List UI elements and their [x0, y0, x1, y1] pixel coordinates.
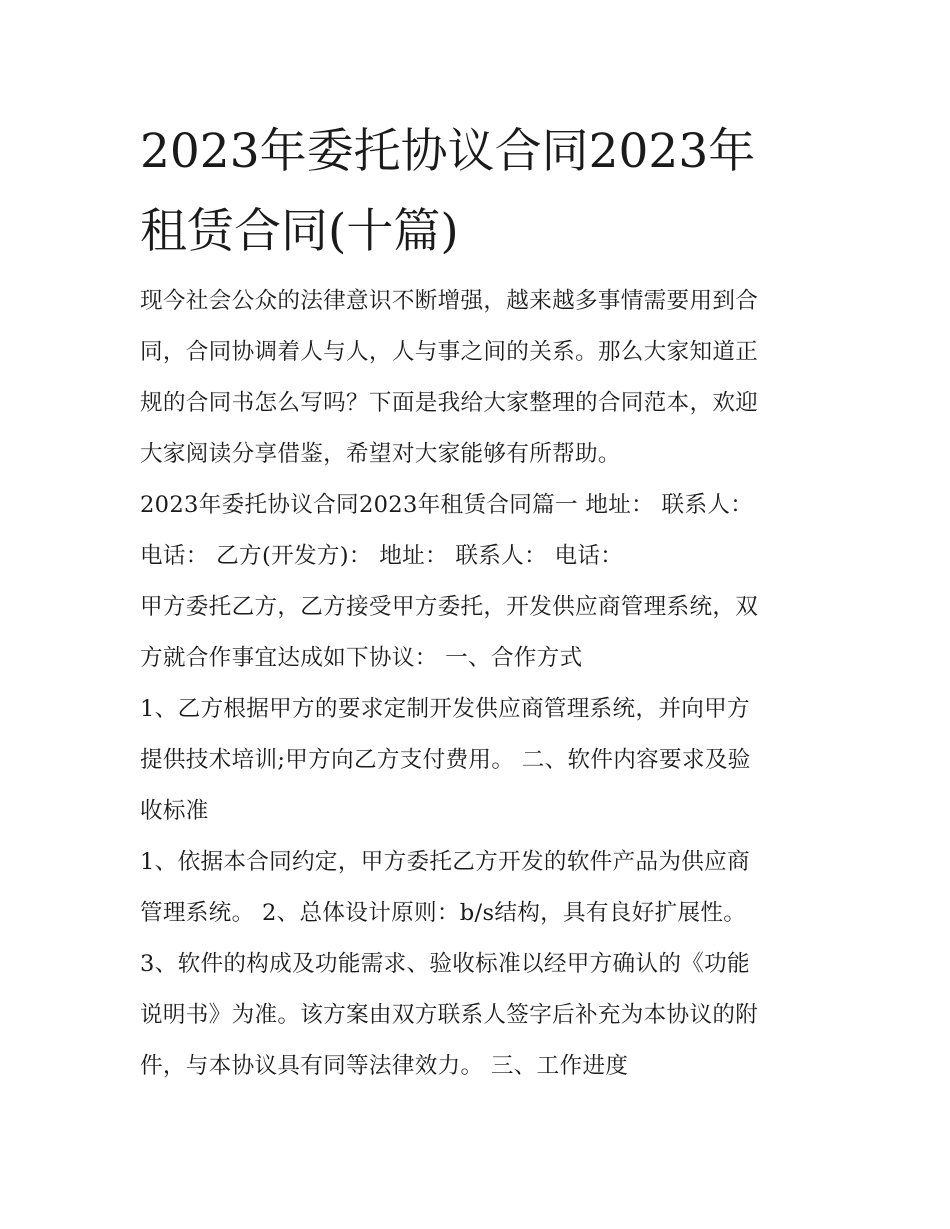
body-line: 甲方委托乙方，乙方接受甲方委托，开发供应商管理系统，双: [140, 594, 759, 620]
document-title: [140, 112, 820, 272]
body-line: 1、乙方根据甲方的要求定制开发供应商管理系统，并向甲方: [140, 696, 750, 722]
title-line-1: 2023年委托协议合同2023年: [140, 124, 756, 179]
body-line: 同，合同协调着人与人，人与事之间的关系。那么大家知道正: [140, 339, 759, 365]
body-line: 3、软件的构成及功能需求、验收标准以经甲方确认的《功能: [140, 951, 750, 977]
title-line-2: 租赁合同(十篇): [140, 204, 459, 259]
body-line: 提供技术培训;甲方向乙方支付费用。 二、软件内容要求及验: [140, 747, 751, 773]
body-line: 方就合作事宜达成如下协议： 一、合作方式: [140, 645, 583, 671]
body-line: 说明书》为准。该方案由双方联系人签字后补充为本协议的附: [140, 1002, 759, 1028]
body-line: 规的合同书怎么写吗？下面是我给大家整理的合同范本，欢迎: [140, 390, 759, 416]
body-line: 电话： 乙方(开发方)： 地址： 联系人： 电话：: [140, 543, 624, 569]
body-line: 件，与本协议具有同等法律效力。 三、工作进度: [140, 1053, 629, 1079]
document-body: [140, 276, 820, 1092]
body-line: 现今社会公众的法律意识不断增强，越来越多事情需要用到合: [140, 288, 759, 314]
body-line: 1、依据本合同约定，甲方委托乙方开发的软件产品为供应商: [140, 849, 750, 875]
body-line: 收标准: [140, 798, 209, 824]
body-line: 管理系统。 2、总体设计原则：b/s结构，具有良好扩展性。: [140, 900, 747, 926]
body-line: 2023年委托协议合同2023年租赁合同篇一 地址： 联系人：: [140, 492, 754, 518]
body-line: 大家阅读分享借鉴，希望对大家能够有所帮助。: [140, 441, 621, 467]
